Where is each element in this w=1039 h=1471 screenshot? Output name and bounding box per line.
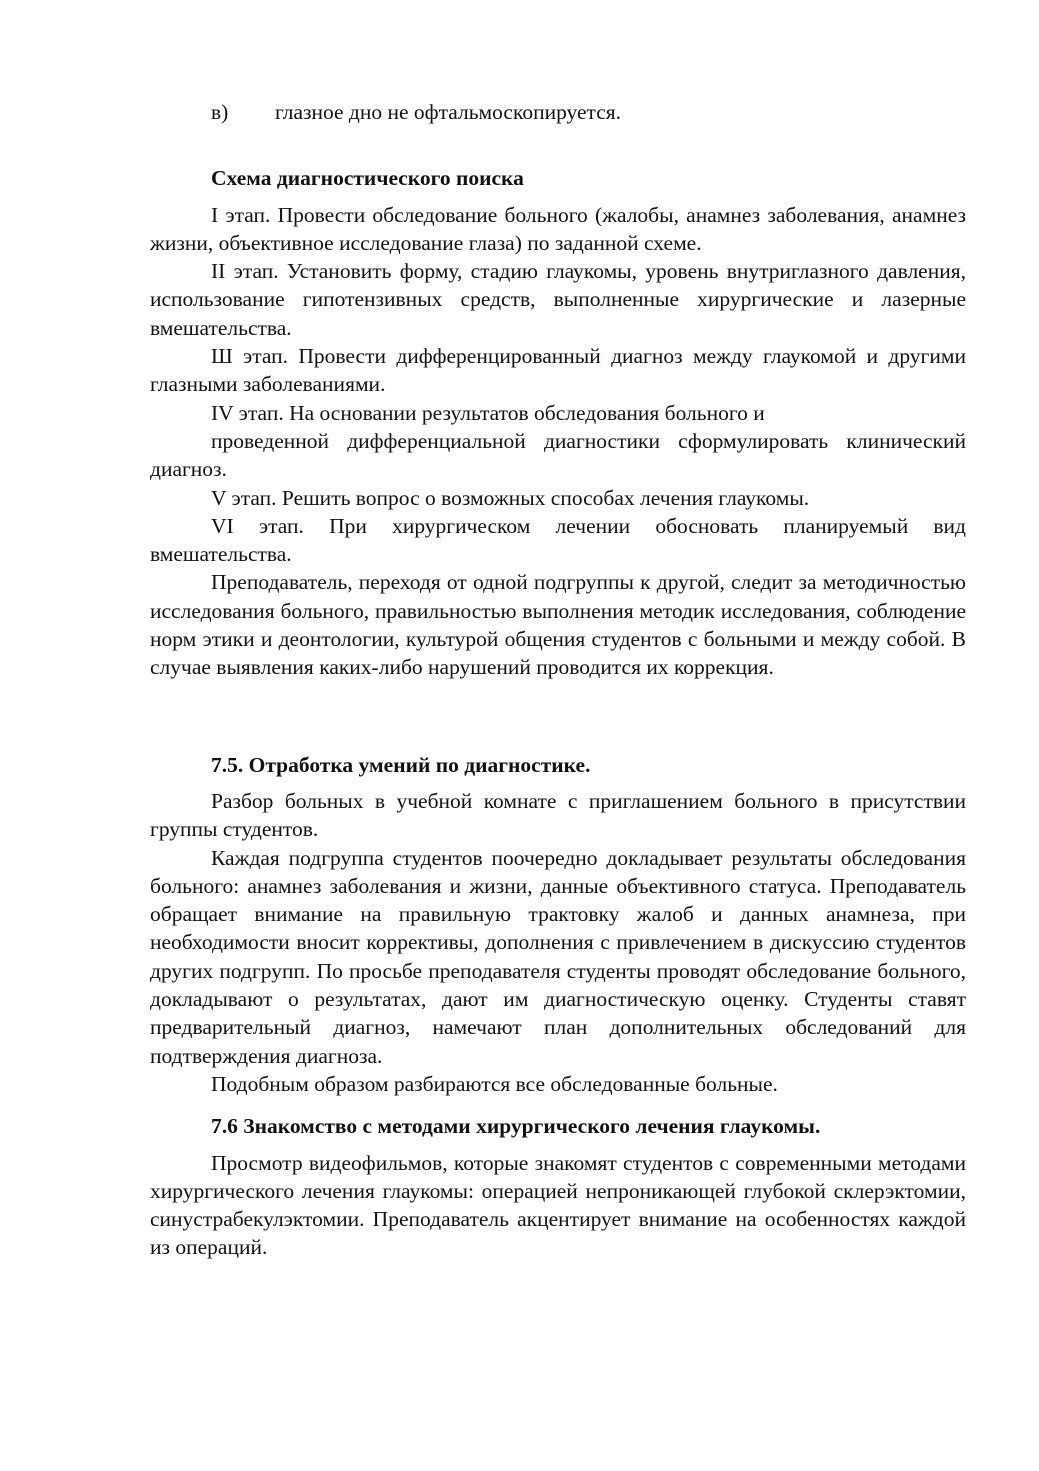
paragraph-7-5-3: Подобным образом разбираются все обследованные больные.	[211, 1071, 778, 1096]
list-item	[211, 98, 966, 126]
paragraph-stage-3: Ш этап. Провести дифференцированный диагноз между глаукомой и другими глазными заболеваниями.	[150, 344, 966, 397]
paragraph-stage-4: IV этап. На основании результатов обследования больного и	[211, 400, 765, 425]
section-heading-7-5: 7.5. Отработка умений по диагностике.	[211, 752, 591, 777]
paragraph-stage-1: I этап. Провести обследование больного (жалобы, анамнез заболевания, анамнез жизни, объективное исследование глаза) по заданной схеме.	[150, 202, 966, 255]
section-heading-schema: Схема диагностического поиска	[211, 166, 524, 191]
list-item-text: глазное дно не офтальмоскопируется.	[275, 100, 622, 124]
paragraph-teacher-note: Преподаватель, переходя от одной подгруппы к другой, следит за методичностью исследования больного, правильностью выполнения методик исследования, соблюдение норм этики и деонтологии, культурой общения студентов с больными и между собой. В случае выявления каких-либо нарушений проводится их коррекция.	[150, 570, 966, 680]
spacer	[150, 1098, 966, 1112]
spacer	[150, 1141, 966, 1149]
paragraph-stage-5: V этап. Решить вопрос о возможных способах лечения глаукомы.	[211, 485, 810, 510]
paragraph-stage-4-continued: проведенной дифференциальной диагностики сформулировать клинический диагноз.	[150, 428, 966, 482]
paragraph-7-5-1: Разбор больных в учебной комнате с приглашением больного в присутствии группы студентов.	[150, 788, 966, 842]
spacer	[150, 682, 966, 751]
spacer	[150, 193, 966, 201]
spacer	[150, 779, 966, 787]
paragraph-7-6-1: Просмотр видеофильмов, которые знакомят студентов с современными методами хирургического лечения глаукомы: операцией непроникающей глубокой склерэктомии, синустрабекулэктомии. Преподаватель акцентирует внимание на особенностях каждой из операций.	[150, 1150, 966, 1260]
paragraph-7-5-2: Каждая подгруппа студентов поочередно докладывает результаты обследования больного: анамнез заболевания и жизни, данные объективного статуса. Преподаватель обращает внимание на правильную трактовку жалоб и данных анамнеза, при необходимости вносит коррективы, дополнения с привлечением в дискуссию студентов других подгрупп. По просьбе преподавателя студенты проводят обследование больного, докладывают о результатах, дают им диагностическую оценку. Студенты ставят предварительный диагноз, намечают план дополнительных обследований для подтверждения диагноза.	[150, 845, 966, 1068]
list-marker: в)	[211, 100, 229, 124]
document-page	[150, 98, 966, 1262]
section-heading-7-6: 7.6 Знакомство с методами хирургического лечения глаукомы.	[211, 1114, 821, 1139]
paragraph-stage-2: II этап. Установить форму, стадию глаукомы, уровень внутриглазного давления, использование гипотензивных средств, выполненные хирургические и лазерные вмешательства.	[150, 259, 966, 340]
spacer	[150, 126, 966, 164]
paragraph-stage-6: VI этап. При хирургическом лечении обосновать планируемый вид вмешательства.	[150, 513, 966, 567]
